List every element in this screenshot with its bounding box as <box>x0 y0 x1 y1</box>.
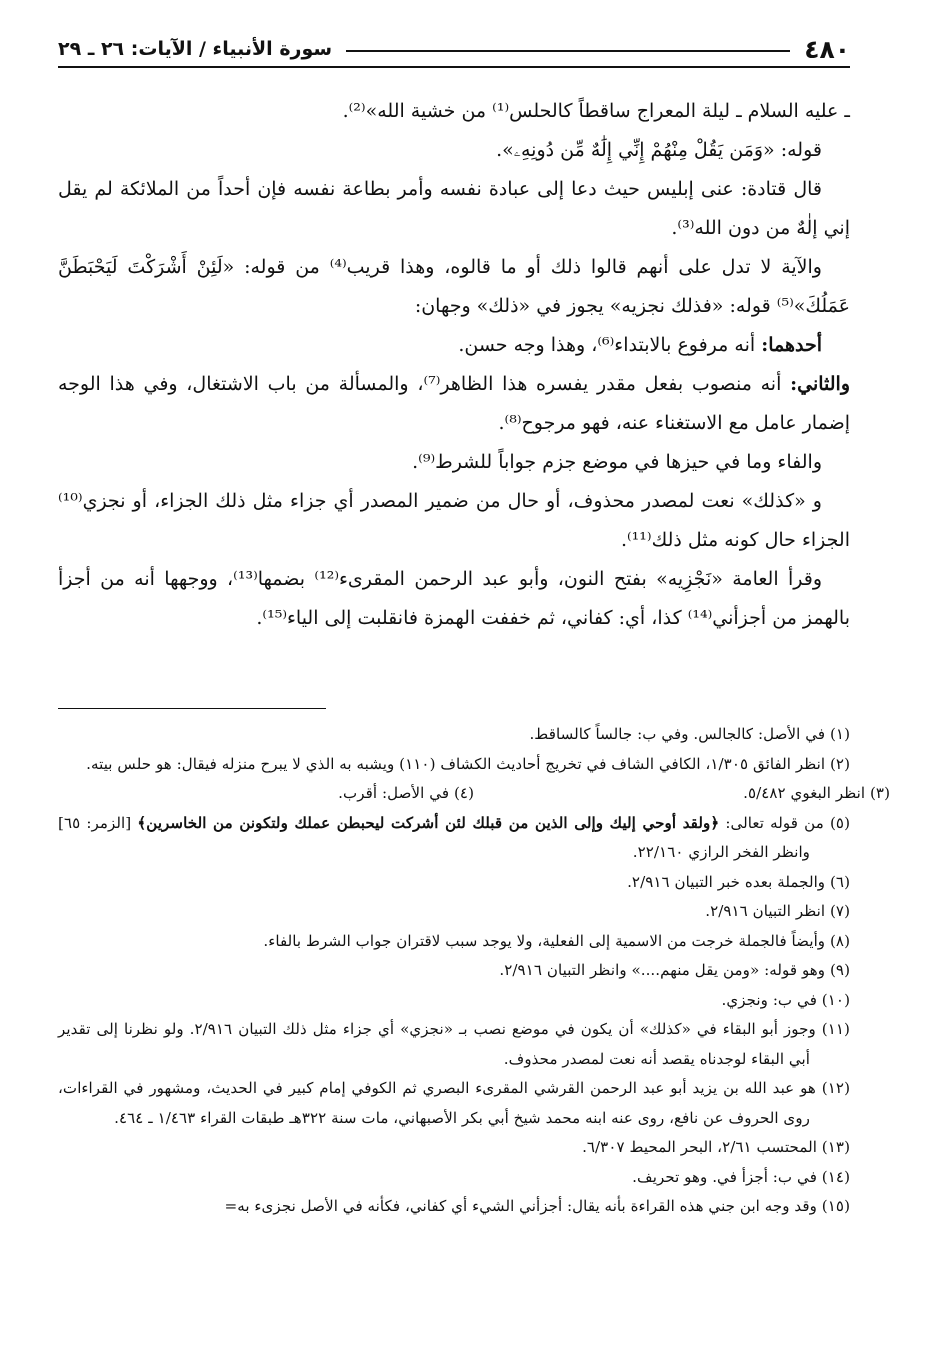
footnote: (١٢) هو عبد الله بن يزيد أبو عبد الرحمن القرشي المقرىء البصري ثم الكوفي إمام كبير في الحديث، ومشهور في القراءات، روى الحروف عن نافع، روى عنه ابنه محمد شيخ أبي بكر الأصبهاني، مات سنة ٣٢٢هـ طبقات القراء ١/٤٦٣ ـ ٤٦٤. <box>58 1079 850 1127</box>
footnote: (١٠) في ب: ونجزي. <box>721 990 850 1009</box>
paragraph: و «كذلك» نعت لمصدر محذوف، أو حال من ضمير المصدر أي جزاء مثل ذلك الجزاء، أو نجزي⁽¹⁰⁾ الجزاء حال كونه مثل ذلك⁽¹¹⁾. <box>58 490 850 551</box>
paragraph <box>58 326 850 365</box>
footnote-row <box>58 779 890 809</box>
paragraph: ـ عليه السلام ـ ليلة المعراج ساقطاً كالحلس⁽¹⁾ من خشية الله»⁽²⁾. <box>342 100 850 122</box>
paragraph-text: أنه منصوب بفعل مقدر يفسره هذا الظاهر⁽⁷⁾، والمسألة من باب الاشتغال، وفي هذا الوجه إضمار عامل مع الاستغناء عنه، فهو مرجوح⁽⁸⁾. <box>58 373 850 434</box>
footnote-text: (٥) من قوله تعالى: <box>725 813 851 832</box>
footnote: (٦) والجملة بعده خبر التبيان ٢/٩١٦. <box>627 872 850 891</box>
paragraph: وقرأ العامة «نَجْزِيه» بفتح النون، وأبو عبد الرحمن المقرىء⁽¹²⁾ بضمها⁽¹³⁾، ووجهها أنه من أجزأ بالهمز من أجزأني⁽¹⁴⁾ كذا، أي: كفاني، ثم خففت الهمزة فانقلبت إلى الياء⁽¹⁵⁾. <box>58 568 850 629</box>
footnotes <box>58 720 890 1222</box>
second-label: والثاني: <box>790 373 851 395</box>
paragraph: والآية لا تدل على أنهم قالوا ذلك أو ما قالوه، وهذا قريب⁽⁴⁾ من قوله: «لَئِنْ أَشْرَكْتَ لَيَحْبَطَنَّ عَمَلُكَ»⁽⁵⁾ قوله: «فذلك نجزيه» يجوز في «ذلك» وجهان: <box>58 256 850 317</box>
footnote: (٤) في الأصل: أقرب. <box>338 784 474 802</box>
footnote: (٢) انظر الفائق ١/٣٠٥، الكافي الشاف في تخريج أحاديث الكشاف (١١٠) ويشبه به الذي لا يبرح منزله فيقال: هو حلس بيته. <box>86 754 850 773</box>
footnote: (٨) وأيضاً فالجملة خرجت من الاسمية إلى الفعلية، ولا يوجد سبب لاقتران جواب الشرط بالفاء. <box>263 931 850 950</box>
footnote: (٧) انظر التبيان ٢/٩١٦. <box>705 902 850 920</box>
first-label: أحدهما: <box>761 334 822 356</box>
header-rule <box>346 50 790 52</box>
quran-verse: ﴿ولقد أوحي إليك وإلى الذين من قبلك لئن أشركت ليحبطن عملك ولتكونن من الخاسرين﴾ <box>137 813 720 832</box>
footnote: (١٥) وقد وجه ابن جني هذه القراءة بأنه يقال: أجزأني الشيء أي كفاني، فكأنه في الأصل نجزىء به= <box>224 1197 850 1215</box>
footnote-text: [الزمر: ٦٥] وانظر الفخر الرازي ٢٢/١٦٠. <box>58 813 810 861</box>
page-number: ٤٨٠ <box>804 34 850 64</box>
footnote: (١٣) المحتسب ٢/٦١، البحر المحيط ٦/٣٠٧. <box>582 1138 850 1156</box>
header-underline <box>58 66 850 68</box>
paragraph: والفاء وما في حيزها في موضع جزم جواباً للشرط⁽⁹⁾. <box>412 451 822 473</box>
footnote: (١١) وجوز أبو البقاء في «كذلك» أن يكون في موضع نصب بـ «نجزي» أي جزاء مثل ذلك التبيان ٢/٩١٦. ولو نظرنا إلى تقدير أبي البقاء لوجدناه يقصد أنه نعت لمصدر محذوف. <box>58 1020 850 1068</box>
footnote: (١) في الأصل: كالجالس. وفي ب: جالساً كالساقط. <box>529 725 850 743</box>
main-text <box>58 92 850 638</box>
page-header <box>58 32 850 66</box>
paragraph: قوله: «وَمَن يَقُلْ مِنْهُمْ إِنِّي إِلَٰهٌ مِّن دُونِهِۦ». <box>496 139 822 161</box>
paragraph: قال قتادة: عنى إبليس حيث دعا إلى عبادة نفسه وأمر بطاعة نفسه فإن أحداً من الملائكة لم يقل إني إلٰهٌ من دون الله⁽³⁾. <box>58 178 850 239</box>
footnote: (٣) انظر البغوي ٥/٤٨٢. <box>743 784 890 802</box>
running-title: سورة الأنبياء / الآيات: ٢٦ ـ ٢٩ <box>58 38 333 60</box>
footnote: (٩) وهو قوله: «ومن يقل منهم....» وانظر التبيان ٢/٩١٦. <box>499 961 850 979</box>
footnote-divider <box>58 708 326 709</box>
footnote: (١٤) في ب: أجزأ في. وهو تحريف. <box>632 1167 850 1186</box>
paragraph <box>58 365 850 443</box>
book-page <box>58 20 890 1350</box>
footnote <box>58 809 850 868</box>
paragraph-text: أنه مرفوع بالابتداء⁽⁶⁾، وهذا وجه حسن. <box>458 334 756 356</box>
